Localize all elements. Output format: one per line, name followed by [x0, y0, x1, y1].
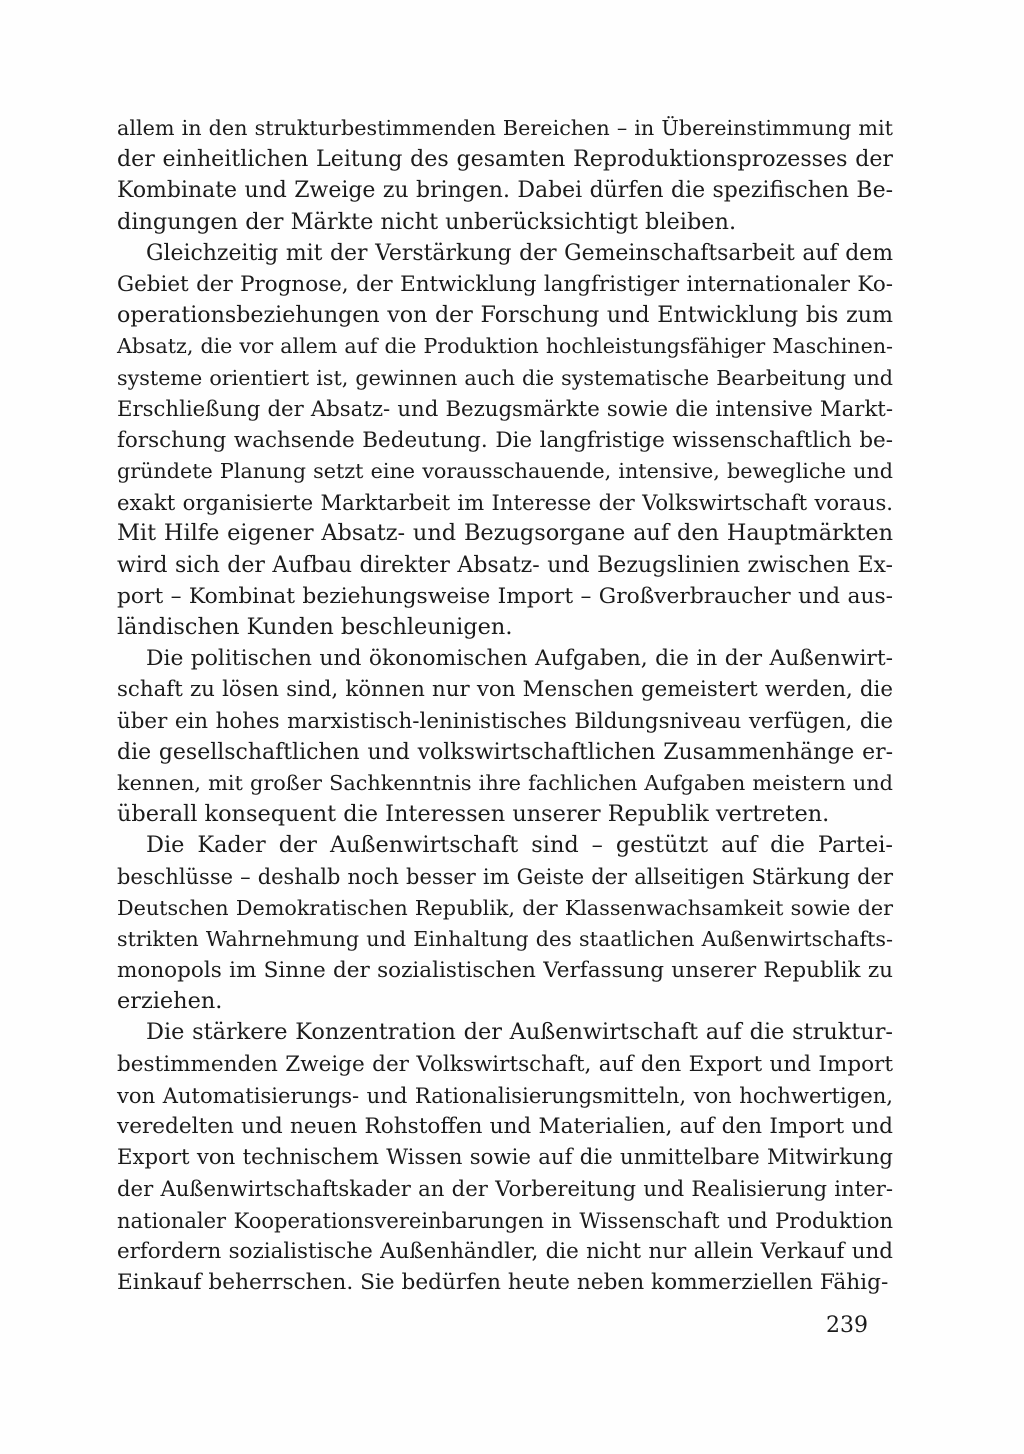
- text-line: schaft zu lösen sind, können nur von Menschen gemeistert werden, die: [117, 677, 893, 703]
- text-line: systeme orientiert ist, gewinnen auch die systematische Bearbeitung und: [117, 365, 893, 390]
- text-line: veredelten und neuen Rohstoffen und Materialien, auf den Import und: [117, 1114, 893, 1139]
- text-line: erfordern sozialistische Außenhändler, die nicht nur allein Verkauf und: [117, 1238, 893, 1264]
- text-line: port – Kombinat beziehungsweise Import – Großverbraucher und aus-: [117, 583, 893, 609]
- text-line: Deutschen Demokratischen Republik, der Klassenwachsamkeit sowie der: [117, 895, 893, 920]
- body-text: [117, 113, 893, 1298]
- paragraph: [117, 643, 893, 830]
- text-line: nationaler Kooperationsvereinbarungen in Wissenschaft und Produktion: [117, 1207, 893, 1233]
- paragraph: [117, 238, 893, 643]
- text-line: beschlüsse – deshalb noch besser im Geiste der allseitigen Stärkung der: [117, 864, 893, 889]
- text-line: wird sich der Aufbau direkter Absatz- und Bezugslinien zwischen Ex-: [117, 552, 893, 578]
- text-line: von Automatisierungs- und Rationalisierungsmitteln, von hochwertigen,: [117, 1082, 893, 1108]
- text-line: allem in den strukturbestimmenden Bereichen – in Übereinstimmung mit: [117, 116, 893, 140]
- text-line: Die politischen und ökonomischen Aufgaben, die in der Außenwirt-: [146, 646, 893, 672]
- text-line: Gebiet der Prognose, der Entwicklung langfristiger internationaler Ko-: [117, 271, 893, 297]
- text-line: Die stärkere Konzentration der Außenwirtschaft auf die struktur-: [146, 1019, 893, 1046]
- text-line: Die Kader der Außenwirtschaft sind – gestützt auf die Partei-: [146, 832, 893, 859]
- page-number: 239: [826, 1313, 868, 1338]
- text-line: monopols im Sinne der sozialistischen Verfassung unserer Republik zu: [117, 958, 893, 984]
- text-line: operationsbeziehungen von der Forschung und Entwicklung bis zum: [117, 302, 893, 329]
- text-line: Kombinate und Zweige zu bringen. Dabei dürfen die spezifischen Be-: [117, 178, 893, 204]
- paragraph: [117, 113, 893, 238]
- paragraph: [117, 830, 893, 1017]
- text-line: die gesellschaftlichen und volkswirtschaftlichen Zusammenhänge er-: [117, 739, 893, 765]
- text-line: Einkauf beherrschen. Sie bedürfen heute neben kommerziellen Fähig-: [117, 1269, 889, 1295]
- text-line: der Außenwirtschaftskader an der Vorbereitung und Realisierung inter-: [117, 1176, 893, 1202]
- text-line: ländischen Kunden beschleunigen.: [117, 614, 513, 640]
- text-line: bestimmenden Zweige der Volkswirtschaft, auf den Export und Import: [117, 1051, 893, 1077]
- text-line: erziehen.: [117, 988, 223, 1015]
- text-line: über ein hohes marxistisch-leninistisches Bildungsniveau verfügen, die: [117, 708, 893, 734]
- paragraph: [117, 1017, 893, 1298]
- text-line: strikten Wahrnehmung und Einhaltung des staatlichen Außenwirtschafts-: [117, 926, 893, 951]
- text-line: überall konsequent die Interessen unserer Republik vertreten.: [117, 801, 830, 828]
- text-line: Absatz, die vor allem auf die Produktion hochleistungsfähiger Maschinen-: [117, 334, 893, 359]
- text-line: forschung wachsende Bedeutung. Die langfristige wissenschaftlich be-: [117, 427, 893, 453]
- text-line: kennen, mit großer Sachkenntnis ihre fachlichen Aufgaben meistern und: [117, 770, 893, 795]
- text-line: Mit Hilfe eigener Absatz- und Bezugsorgane auf den Hauptmärkten: [117, 520, 893, 547]
- text-line: exakt organisierte Marktarbeit im Interesse der Volkswirtschaft voraus.: [117, 490, 893, 516]
- text-line: Gleichzeitig mit der Verstärkung der Gemeinschaftsarbeit auf dem: [146, 240, 893, 266]
- text-line: Erschließung der Absatz- und Bezugsmärkte sowie die intensive Markt-: [117, 396, 893, 422]
- text-line: dingungen der Märkte nicht unberücksichtigt bleiben.: [117, 208, 737, 235]
- text-line: der einheitlichen Leitung des gesamten Reproduktionsprozesses der: [117, 146, 893, 173]
- text-line: gründete Planung setzt eine vorausschauende, intensive, bewegliche und: [117, 459, 893, 484]
- text-line: Export von technischem Wissen sowie auf die unmittelbare Mitwirkung: [117, 1145, 893, 1171]
